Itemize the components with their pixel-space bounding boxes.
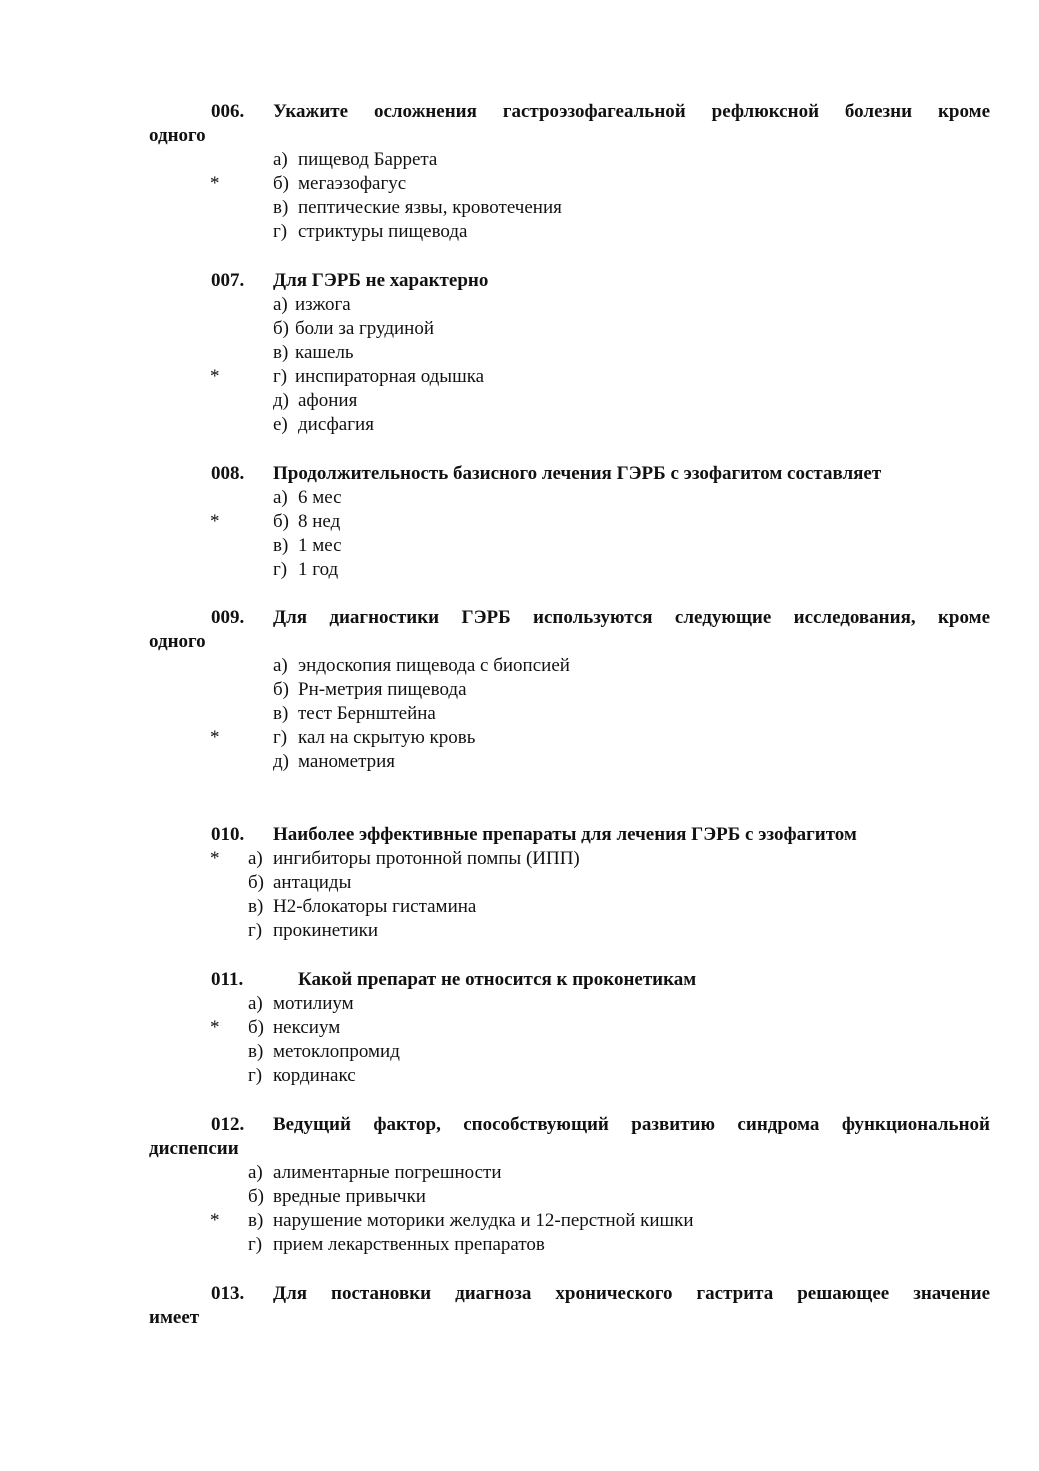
option-text: дисфагия [298,414,374,435]
option-letter: в) [273,342,289,363]
option-letter: б) [273,511,289,532]
option-text: мотилиум [273,993,354,1014]
question-number: 007. [211,270,245,291]
option-text: прокинетики [273,920,379,941]
option-letter: а) [273,655,288,676]
option-text: манометрия [298,751,396,772]
question-text-continuation: имеет [149,1307,200,1328]
option-letter: б) [248,872,264,893]
option-letter: а) [248,993,263,1014]
option-letter: в) [273,535,289,556]
option-letter: г) [273,559,288,580]
question-text: Ведущий фактор, способствующий развитию синдрома функциональной [273,1114,990,1135]
question-number: 010. [211,824,245,845]
option-letter: в) [248,1210,264,1231]
correct-answer-marker: * [210,1210,220,1231]
option-text: 1 год [298,559,339,580]
option-letter: б) [273,318,289,339]
option-letter: г) [248,1234,263,1255]
option-text: пищевод Баррета [298,149,438,170]
option-text: ингибиторы протонной помпы (ИПП) [273,848,580,869]
option-text: тест Бернштейна [298,703,436,724]
correct-answer-marker: * [210,848,220,869]
option-letter: а) [273,149,288,170]
option-text: кашель [295,342,354,363]
question-number: 006. [211,101,245,122]
option-letter: г) [273,366,288,387]
option-text: нексиум [273,1017,341,1038]
option-text: мегаэзофагус [298,173,407,194]
option-text: Н2-блокаторы гистамина [273,896,477,917]
option-letter: а) [273,487,288,508]
question-text-continuation: диспепсии [149,1138,239,1159]
option-letter: б) [273,173,289,194]
option-letter: а) [248,1162,263,1183]
correct-answer-marker: * [210,366,220,387]
option-letter: а) [248,848,263,869]
correct-answer-marker: * [210,511,220,532]
option-text: кал на скрытую кровь [298,727,476,748]
question-text: Какой препарат не относится к проконетикам [298,969,697,990]
option-letter: г) [248,920,263,941]
option-text: вредные привычки [273,1186,426,1207]
option-letter: е) [273,414,288,435]
question-text-continuation: одного [149,631,206,652]
question-number: 011. [211,969,244,990]
option-text: пептические язвы, кровотечения [298,197,562,218]
question-number: 012. [211,1114,245,1135]
question-text-continuation: одного [149,125,206,146]
option-text: 6 мес [298,487,342,508]
option-text: изжога [295,294,351,315]
question-text: Для ГЭРБ не характерно [273,270,489,291]
question-number: 008. [211,463,245,484]
option-letter: в) [273,703,289,724]
question-text: Укажите осложнения гастроэзофагеальной рефлюксной болезни кроме [273,101,990,122]
option-text: нарушение моторики желудка и 12-перстной кишки [273,1210,694,1231]
question-text: Для постановки диагноза хронического гастрита решающее значение [273,1283,990,1304]
question-text: Для диагностики ГЭРБ используются следующие исследования, кроме [273,607,990,628]
option-text: инспираторная одышка [295,366,485,387]
option-letter: б) [248,1017,264,1038]
question-text: Наиболее эффективные препараты для лечения ГЭРБ с эзофагитом [273,824,857,845]
question-number: 009. [211,607,245,628]
correct-answer-marker: * [210,1017,220,1038]
option-text: 8 нед [298,511,341,532]
option-letter: г) [248,1065,263,1086]
question-number: 013. [211,1283,245,1304]
option-letter: в) [248,1041,264,1062]
option-letter: в) [273,197,289,218]
correct-answer-marker: * [210,727,220,748]
option-letter: д) [273,751,289,772]
option-text: алиментарные погрешности [273,1162,502,1183]
option-letter: г) [273,727,288,748]
option-text: афония [298,390,358,411]
option-text: Рн-метрия пищевода [298,679,467,700]
option-text: 1 мес [298,535,342,556]
option-text: метоклопромид [273,1041,400,1062]
option-letter: в) [248,896,264,917]
option-text: эндоскопия пищевода с биопсией [298,655,570,676]
option-text: прием лекарственных препаратов [273,1234,545,1255]
option-letter: а) [273,294,288,315]
option-letter: б) [273,679,289,700]
option-letter: г) [273,221,288,242]
option-text: боли за грудиной [295,318,435,339]
correct-answer-marker: * [210,173,220,194]
option-text: кординакс [273,1065,356,1086]
option-letter: б) [248,1186,264,1207]
option-text: антациды [273,872,352,893]
question-text: Продолжительность базисного лечения ГЭРБ с эзофагитом составляет [273,463,882,484]
option-text: стриктуры пищевода [298,221,468,242]
option-letter: д) [273,390,289,411]
